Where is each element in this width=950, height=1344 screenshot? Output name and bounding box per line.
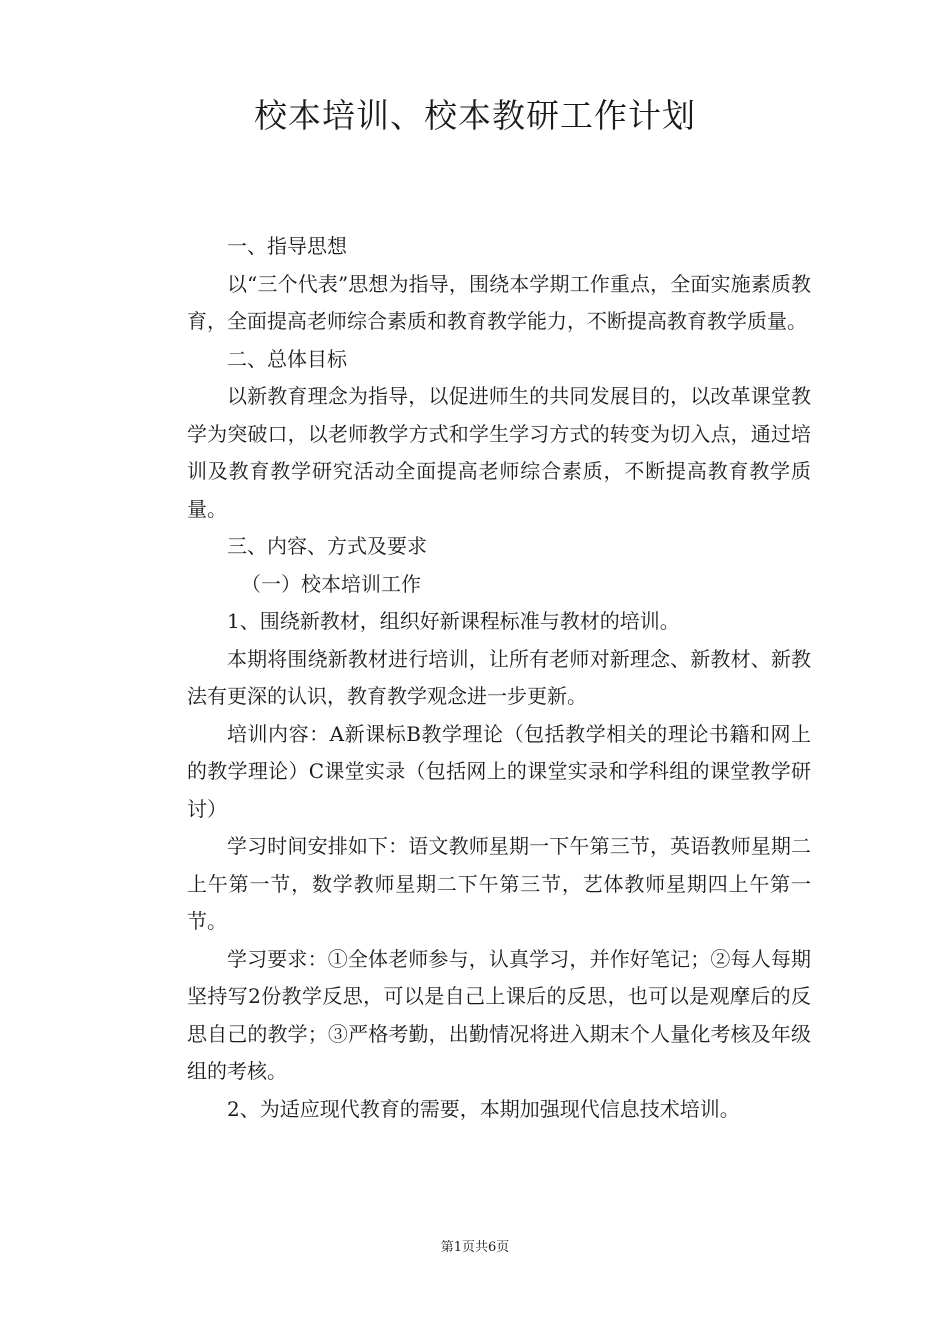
paragraph: 培训内容：A新课标B教学理论（包括教学相关的理论书籍和网上的教学理论）C课堂实录（包括网上的课堂实录和学科组的课堂教学研讨） — [187, 721, 811, 821]
sub-heading: （一）校本培训工作 — [241, 571, 421, 596]
section-heading: 三、内容、方式及要求 — [227, 534, 427, 558]
paragraph: 学习要求：①全体老师参与，认真学习，并作好笔记；②每人每期坚持写2份教学反思，可以是自己上课后的反思，也可以是观摩后的反思自己的教学；③严格考勤，出勤情况将进入期末个人量化考核及年级组的考核。 — [187, 946, 811, 1083]
document-body — [187, 228, 811, 1128]
paragraph: 以新教育理念为指导，以促进师生的共同发展目的，以改革课堂教学为突破口，以老师教学方式和学生学习方式的转变为切入点，通过培训及教育教学研究活动全面提高老师综合素质，不断提高教育教学质量。 — [187, 384, 811, 521]
paragraph: 1、围绕新教材，组织好新课程标准与教材的培训。 — [227, 609, 680, 633]
paragraph: 以“三个代表”思想为指导，围绕本学期工作重点，全面实施素质教育，全面提高老师综合素质和教育教学能力，不断提高教育教学质量。 — [187, 271, 811, 333]
document-title: 校本培训、校本教研工作计划 — [254, 96, 696, 135]
paragraph: 本期将围绕新教材进行培训，让所有老师对新理念、新教材、新教法有更深的认识，教育教学观念进一步更新。 — [187, 646, 811, 708]
section-heading: 一、指导思想 — [227, 234, 347, 258]
paragraph: 2、为适应现代教育的需要，本期加强现代信息技术培训。 — [227, 1096, 740, 1121]
section-heading: 二、总体目标 — [227, 346, 347, 371]
page-footer: 第1页共6页 — [440, 1240, 510, 1255]
paragraph: 学习时间安排如下：语文教师星期一下午第三节，英语教师星期二上午第一节，数学教师星期二下午第三节，艺体教师星期四上午第一节。 — [187, 834, 811, 933]
